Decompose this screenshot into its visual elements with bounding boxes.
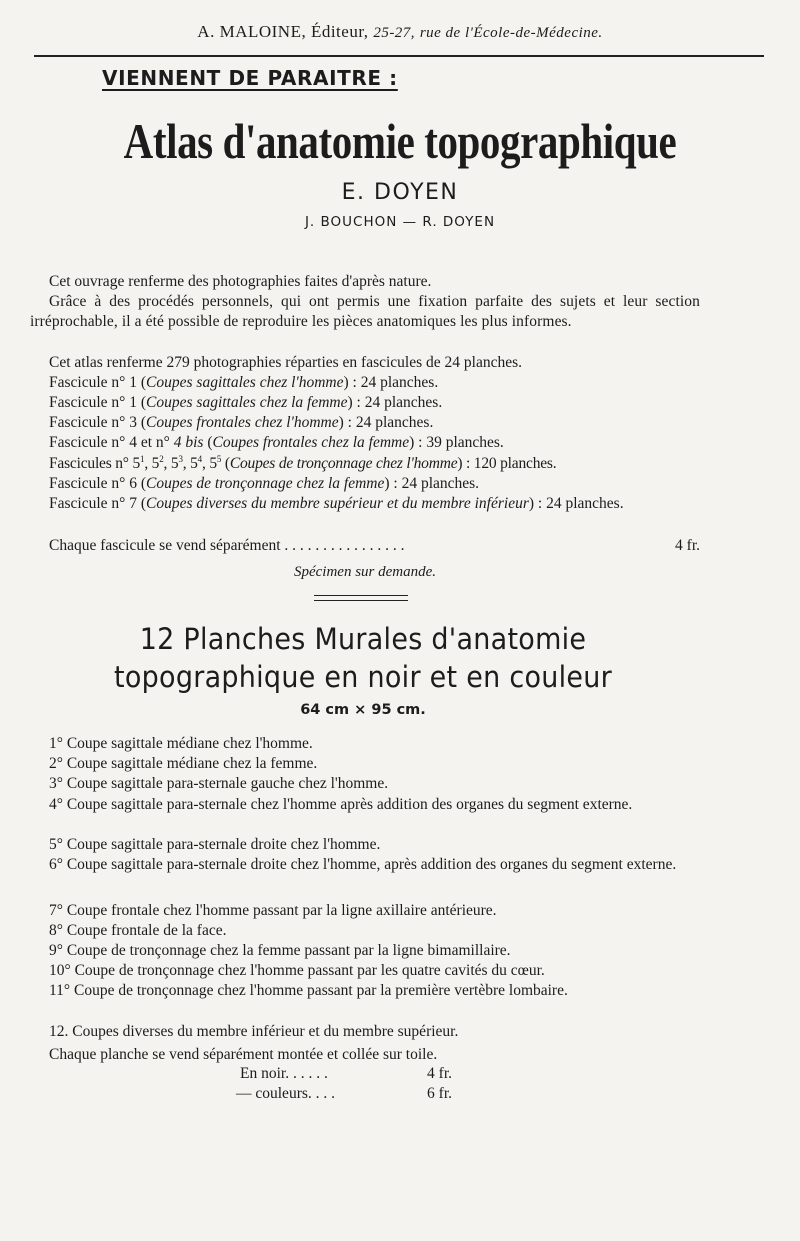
publisher-role: Éditeur, [310, 22, 369, 41]
planche-item-9: 9° Coupe de tronçonnage chez la femme passant par la ligne bimamillaire. [49, 942, 511, 959]
atlas-coauthors: J. BOUCHON — R. DOYEN [304, 214, 496, 230]
price-color-line [236, 1085, 452, 1103]
address-street: rue de l'École-de-Médecine. [419, 25, 603, 41]
price-color-label: — couleurs. . . . [236, 1085, 336, 1102]
price-black-value: 4 fr. [427, 1065, 452, 1082]
fascicule-price: 4 fr. [675, 537, 700, 554]
mount-note: Chaque planche se vend séparément montée et collée sur toile. [49, 1046, 438, 1063]
planche-item-11: 11° Coupe de tronçonnage chez l'homme passant par la première vertèbre lombaire. [49, 982, 568, 999]
address-number: 25-27, [373, 25, 416, 41]
planche-item-6: 6° Coupe sagittale para-sternale droite chez l'homme, après addition des organes du segment externe. [49, 856, 677, 873]
fascicule-price-line [30, 536, 700, 556]
fascicule-5: Fascicules n° $5^1$, $5^2$, $5^3$, $5^4$, $5^5$ (Coupes de tronçonnage chez l'homme) : 120 planches. [49, 453, 557, 472]
fascicule-4: Fascicule n° 4 et n° 4 bis (Coupes frontales chez la femme) : 39 planches. [49, 434, 504, 451]
planche-item-2: 2° Coupe sagittale médiane chez la femme. [49, 755, 318, 772]
section-divider [314, 595, 408, 601]
planche-item-3: 3° Coupe sagittale para-sternale gauche chez l'homme. [49, 775, 389, 792]
atlas-author: E. DOYEN [341, 180, 459, 205]
planche-item-12: 12. Coupes diverses du membre inférieur et du membre supérieur. [49, 1023, 459, 1040]
planche-item-4: 4° Coupe sagittale para-sternale chez l'homme après addition des organes du segment externe. [49, 796, 633, 813]
header-rule [34, 55, 764, 57]
price-black-label: En noir. . . . . . [240, 1065, 328, 1082]
price-black-line [240, 1065, 452, 1083]
fascicule-6: Fascicule n° 6 (Coupes de tronçonnage chez la femme) : 24 planches. [49, 475, 480, 492]
fascicule-1: Fascicule n° 1 (Coupes sagittales chez l'homme) : 24 planches. [49, 374, 439, 391]
planches-title-line1: 12 Planches Murales d'anatomie [139, 622, 587, 656]
atlas-intro: Cet ouvrage renferme des photographies faites d'après nature. [49, 273, 432, 290]
publisher-header [30, 22, 770, 42]
atlas-description: Grâce à des procédés personnels, qui ont permis une fixation parfaite des sujets et leur section irréprochable, il a été possible de reproduire les pièces anatomiques les plus informes. [30, 293, 700, 330]
planche-item-5: 5° Coupe sagittale para-sternale droite chez l'homme. [49, 836, 381, 853]
planches-dimensions: 64 cm × 95 cm. [300, 702, 426, 718]
planche-item-10: 10° Coupe de tronçonnage chez l'homme passant par les quatre cavités du cœur. [49, 962, 545, 979]
atlas-count: Cet atlas renferme 279 photographies réparties en fascicules de 24 planches. [49, 354, 522, 371]
fascicule-3: Fascicule n° 3 (Coupes frontales chez l'homme) : 24 planches. [49, 414, 434, 431]
announcement-heading: VIENNENT DE PARAITRE : [102, 66, 398, 90]
planche-item-8: 8° Coupe frontale de la face. [49, 922, 227, 939]
specimen-note: Spécimen sur demande. [293, 564, 437, 580]
planche-item-1: 1° Coupe sagittale médiane chez l'homme. [49, 735, 313, 752]
planche-item-7: 7° Coupe frontale chez l'homme passant par la ligne axillaire antérieure. [49, 902, 497, 919]
atlas-title: Atlas d'anatomie topographique [123, 113, 677, 169]
fascicule-7: Fascicule n° 7 (Coupes diverses du membre supérieur et du membre inférieur) : 24 planches. [49, 495, 624, 512]
price-color-value: 6 fr. [427, 1085, 452, 1102]
fascicule-2: Fascicule n° 1 (Coupes sagittales chez la femme) : 24 planches. [49, 394, 443, 411]
publisher-name: A. MALOINE, [197, 22, 307, 41]
fascicule-price-label: Chaque fascicule se vend séparément . . . . . . . . . . . . . . . . [49, 537, 405, 554]
planches-title-line2: topographique en noir et en couleur [114, 660, 612, 694]
